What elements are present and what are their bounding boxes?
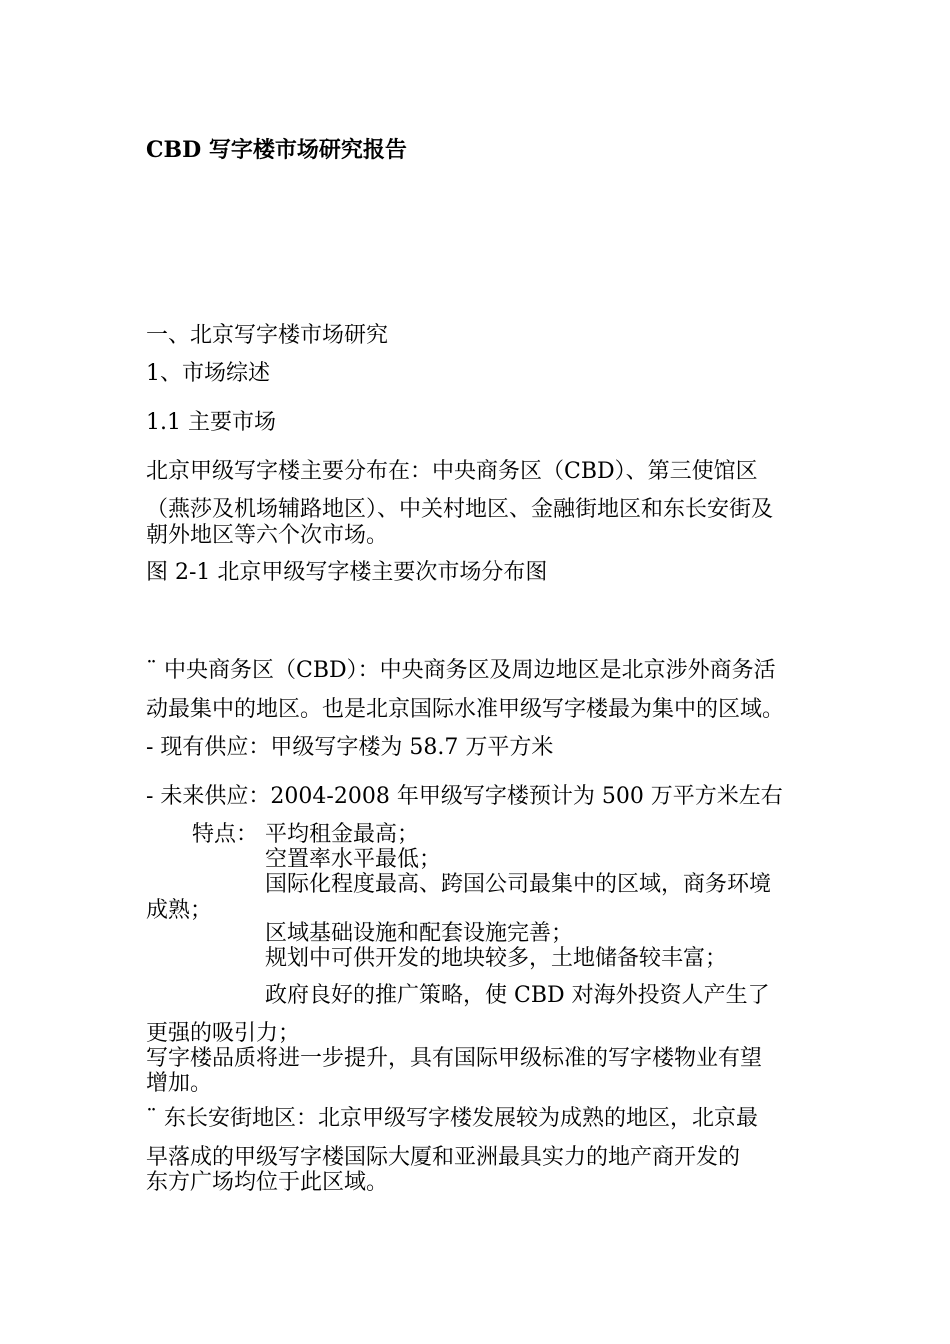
feature-item: 写字楼品质将进一步提升，具有国际甲级标准的写字楼物业有望 xyxy=(146,1046,763,1071)
feature-item: 国际化程度最高、跨国公司最集中的区域，商务环境 xyxy=(265,872,772,897)
feature-item: 成熟； xyxy=(146,898,213,923)
intro-line: （燕莎及机场辅路地区）、中关村地区、金融街地区和东长安街及 xyxy=(146,497,774,522)
east-changan-paragraph-line: ¨ 东长安街地区：北京甲级写字楼发展较为成熟的地区，北京最 xyxy=(146,1106,758,1131)
intro-line: 北京甲级写字楼主要分布在：中央商务区（CBD）、第三使馆区 xyxy=(146,459,758,484)
subsection-heading: 1、市场综述 xyxy=(146,361,270,386)
intro-line: 朝外地区等六个次市场。 xyxy=(146,523,389,548)
current-supply: - 现有供应：甲级写字楼为 58.7 万平方米 xyxy=(146,735,554,760)
section-heading: 一、北京写字楼市场研究 xyxy=(146,323,389,348)
feature-item: 政府良好的推广策略，使 CBD 对海外投资人产生了 xyxy=(265,983,770,1008)
east-changan-paragraph-line: 早落成的甲级写字楼国际大厦和亚洲最具实力的地产商开发的 xyxy=(146,1145,741,1170)
feature-item: 区域基础设施和配套设施完善； xyxy=(265,921,574,946)
figure-caption: 图 2-1 北京甲级写字楼主要次市场分布图 xyxy=(146,560,548,585)
document-title: CBD 写字楼市场研究报告 xyxy=(146,137,407,163)
feature-item: 平均租金最高； xyxy=(265,822,420,847)
feature-item: 增加。 xyxy=(146,1071,213,1096)
feature-item: 规划中可供开发的地块较多，土地储备较丰富； xyxy=(265,946,728,971)
feature-item: 空置率水平最低； xyxy=(265,847,442,872)
feature-item: 更强的吸引力； xyxy=(146,1021,301,1046)
future-supply: - 未来供应：2004-2008 年甲级写字楼预计为 500 万平方米左右 xyxy=(146,784,783,809)
features-label: 特点： xyxy=(192,822,259,847)
subsection-heading-1-1: 1.1 主要市场 xyxy=(146,410,276,435)
cbd-paragraph-line: ¨ 中央商务区（CBD）：中央商务区及周边地区是北京涉外商务活 xyxy=(146,658,776,683)
cbd-paragraph-line: 动最集中的地区。也是北京国际水准甲级写字楼最为集中的区域。 xyxy=(146,697,785,722)
east-changan-paragraph-line: 东方广场均位于此区域。 xyxy=(146,1170,389,1195)
